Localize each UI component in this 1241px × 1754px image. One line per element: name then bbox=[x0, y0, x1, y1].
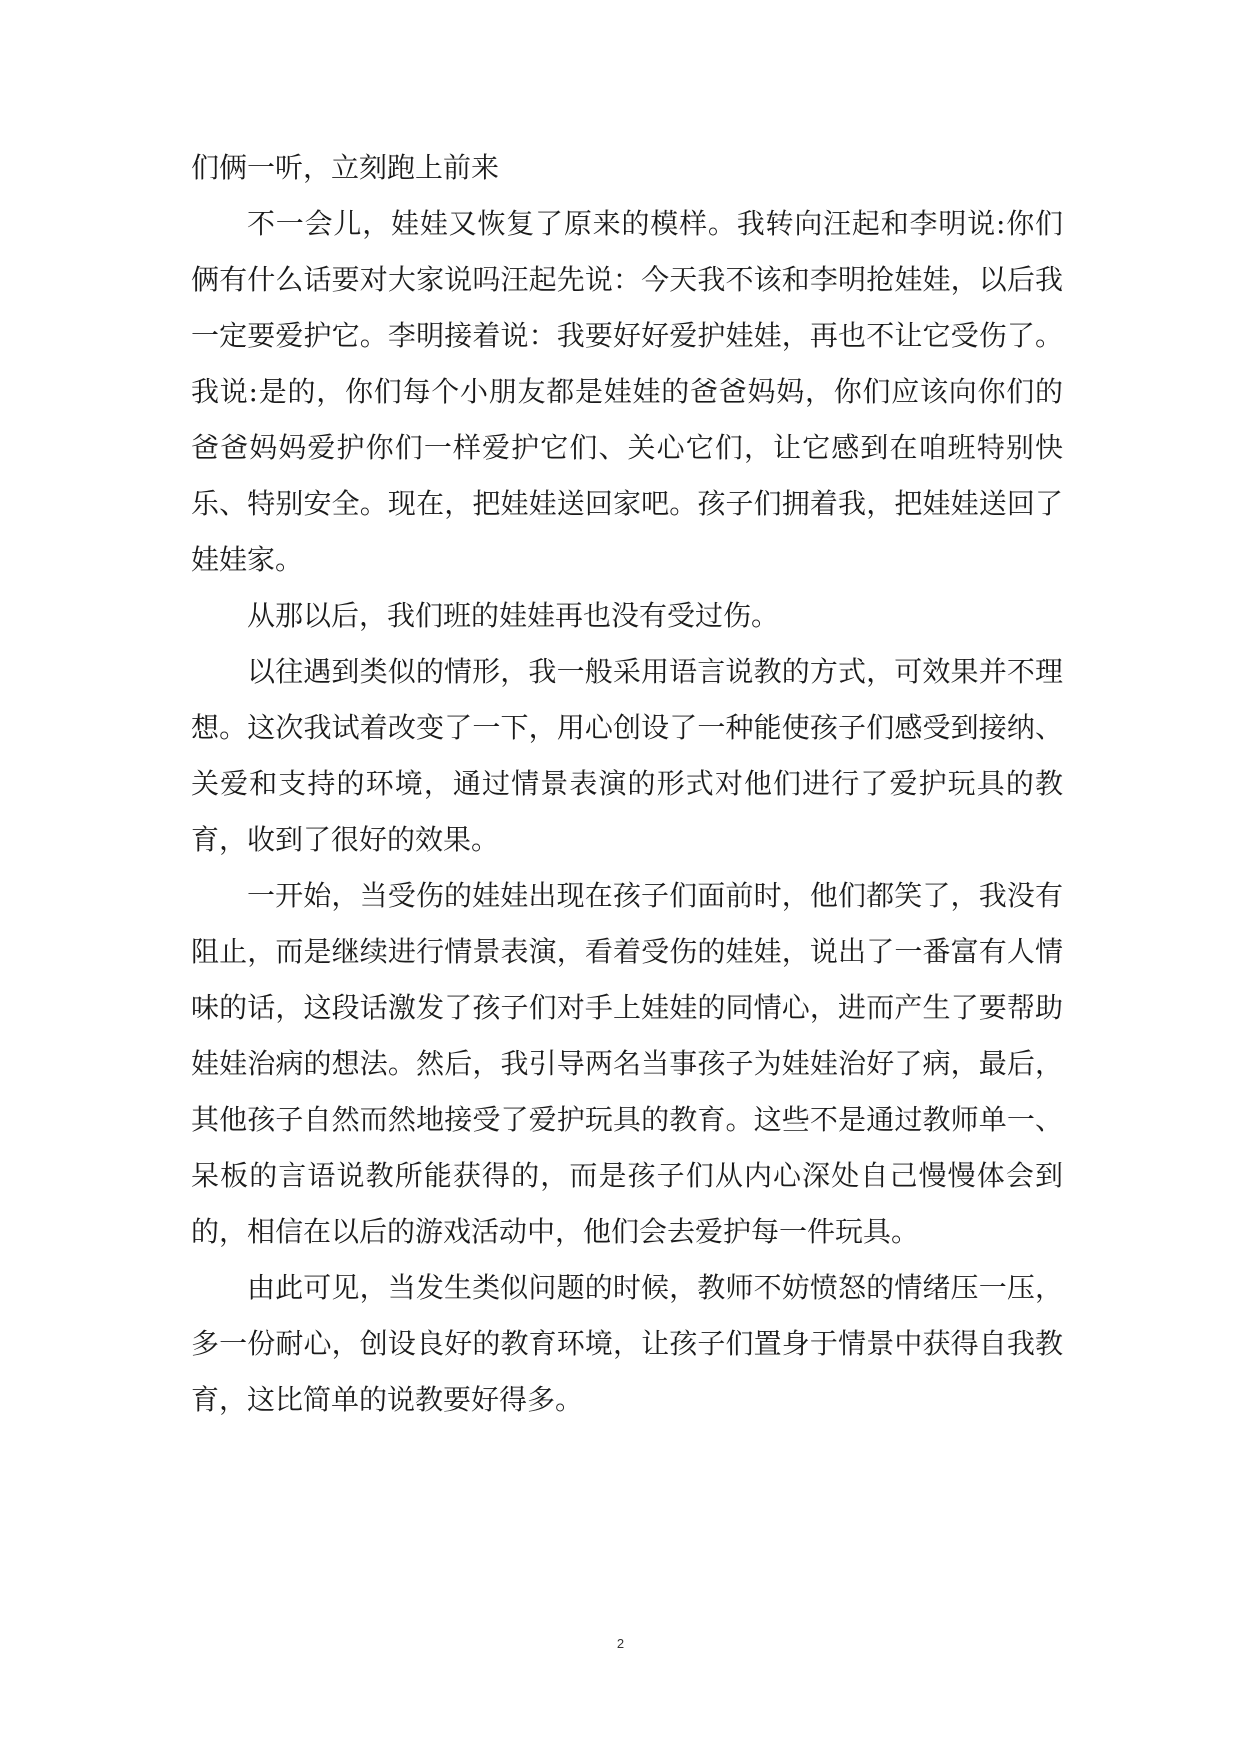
paragraph-reflection: 以往遇到类似的情形，我一般采用语言说教的方式，可效果并不理想。这次我试着改变了一下，用心创设了一种能使孩子们感受到接纳、关爱和支持的环境，通过情景表演的形式对他们进行了爱护玩具的教育，收到了很好的效果。 bbox=[191, 655, 1063, 856]
paragraph-conclusion: 由此可见，当发生类似问题的时候，教师不妨愤怒的情绪压一压，多一份耐心，创设良好的教育环境，让孩子们置身于情景中获得自我教育，这比简单的说教要好得多。 bbox=[191, 1271, 1063, 1416]
paragraph-continuation: 们俩一听，立刻跑上前来 bbox=[191, 151, 500, 184]
paragraph-analysis: 一开始，当受伤的娃娃出现在孩子们面前时，他们都笑了，我没有阻止，而是继续进行情景表演，看着受伤的娃娃，说出了一番富有人情味的话，这段话激发了孩子们对手上娃娃的同情心，进而产生了要帮助娃娃治病的想法。然后，我引导两名当事孩子为娃娃治好了病，最后，其他孩子自然而然地接受了爱护玩具的教育。这些不是通过教师单一、呆板的言语说教所能获得的，而是孩子们从内心深处自己慢慢体会到的，相信在以后的游戏活动中，他们会去爱护每一件玩具。 bbox=[191, 879, 1063, 1248]
paragraph-dialogue: 不一会儿，娃娃又恢复了原来的模样。我转向汪起和李明说:你们俩有什么话要对大家说吗汪起先说：今天我不该和李明抢娃娃，以后我一定要爱护它。李明接着说：我要好好爱护娃娃，再也不让它受伤了。我说:是的，你们每个小朋友都是娃娃的爸爸妈妈，你们应该向你们的爸爸妈妈爱护你们一样爱护它们、关心它们，让它感到在咱班特别快乐、特别安全。现在，把娃娃送回家吧。孩子们拥着我，把娃娃送回了娃娃家。 bbox=[191, 207, 1063, 576]
document-body bbox=[191, 140, 1063, 1428]
page-number: 2 bbox=[616, 1636, 625, 1651]
paragraph-outcome: 从那以后，我们班的娃娃再也没有受过伤。 bbox=[247, 599, 780, 632]
